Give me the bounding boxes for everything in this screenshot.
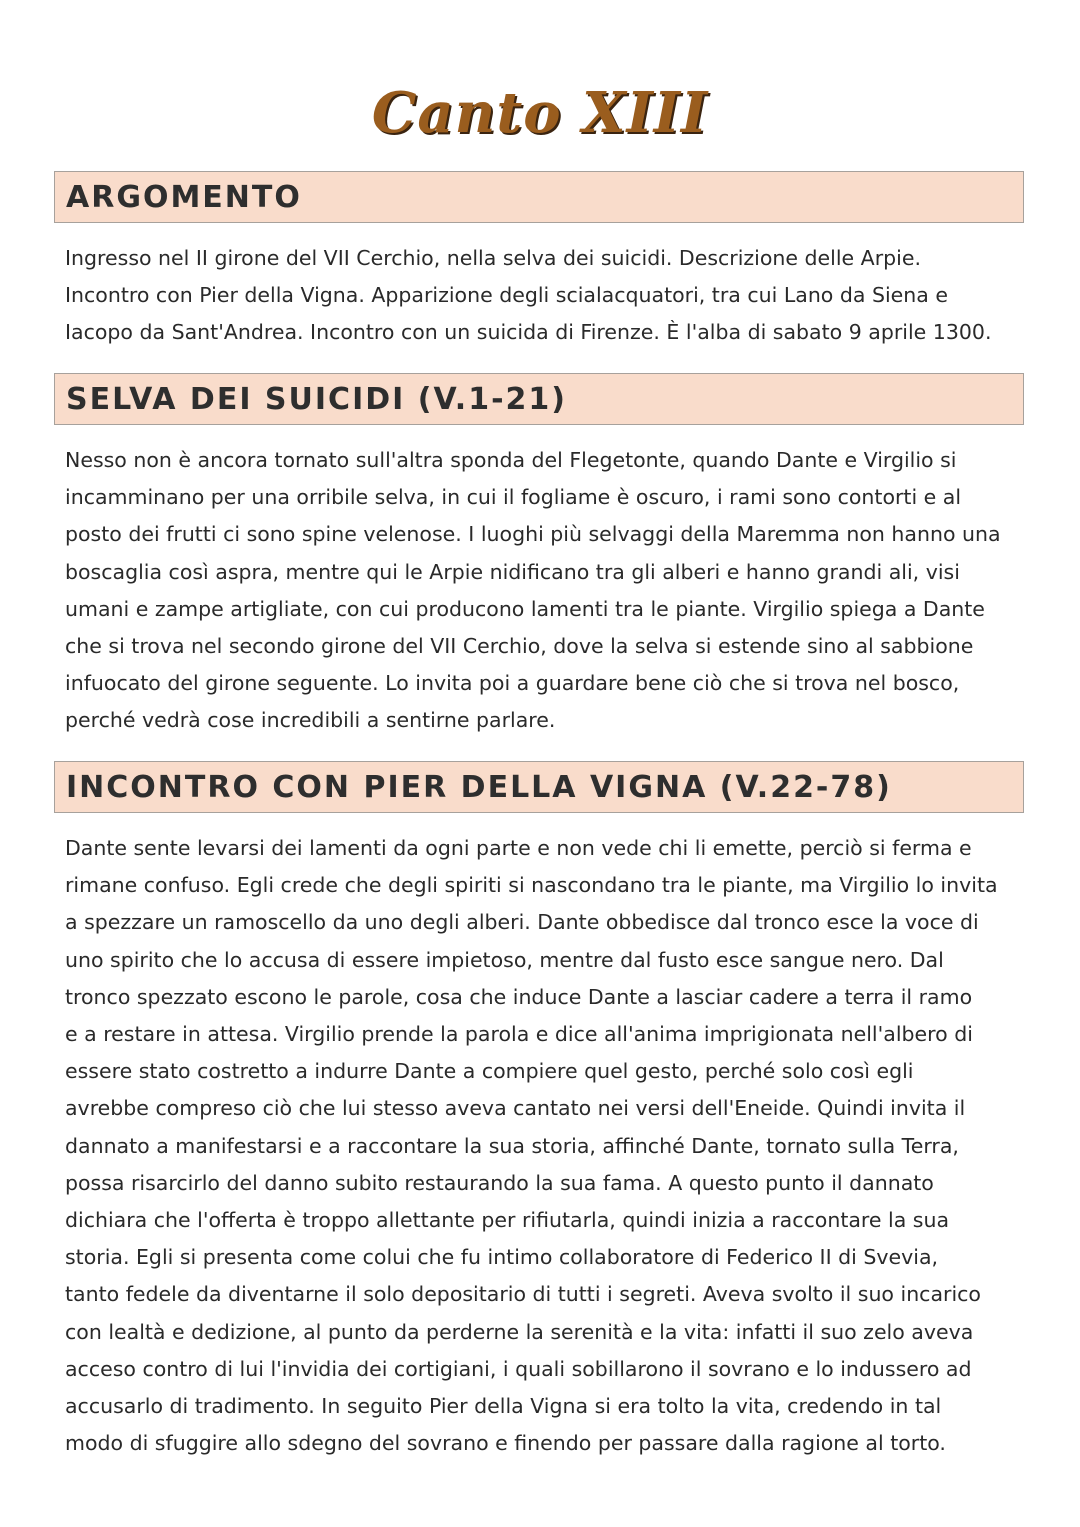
text-line: tanto fedele da diventarne il solo depositario di tutti i segreti. Aveva svolto il suo incarico <box>65 1282 981 1307</box>
text-line: Dante sente levarsi dei lamenti da ogni parte e non vede chi li emette, perciò si ferma e <box>65 836 972 860</box>
section-heading: SELVA DEI SUICIDI (V.1-21) <box>66 381 567 417</box>
text-line: dannato a manifestarsi e a raccontare la sua storia, affinché Dante, tornato sulla Terra, <box>65 1133 959 1158</box>
text-line: posto dei frutti ci sono spine velenose. I luoghi più selvaggi della Maremma non hanno una <box>65 522 1001 547</box>
text-line: accusarlo di tradimento. In seguito Pier della Vigna si era tolto la vita, credendo in tal <box>65 1394 942 1419</box>
text-line: uno spirito che lo accusa di essere impietoso, mentre dal fusto esce sangue nero. Dal <box>65 947 944 972</box>
text-line: che si trova nel secondo girone del VII Cerchio, dove la selva si estende sino al sabbione <box>65 634 974 659</box>
section-header-incontro-pier-della-vigna <box>54 761 1024 813</box>
text-line: storia. Egli si presenta come colui che fu intimo collaboratore di Federico II di Svevia, <box>65 1245 939 1270</box>
text-line: tronco spezzato escono le parole, cosa che induce Dante a lasciar cadere a terra il ramo <box>65 984 973 1009</box>
section-heading: ARGOMENTO <box>66 179 302 215</box>
text-line: Iacopo da Sant'Andrea. Incontro con un suicida di Firenze. È l'alba di sabato 9 aprile 1300. <box>65 320 992 345</box>
text-line: e a restare in attesa. Virgilio prende la parola e dice all'anima imprigionata nell'albero di <box>65 1022 973 1047</box>
text-line: incamminano per una orribile selva, in cui il fogliame è oscuro, i rami sono contorti e al <box>65 485 962 510</box>
section-header-argomento <box>54 171 1024 223</box>
text-line: Incontro con Pier della Vigna. Apparizione degli scialacquatori, tra cui Lano da Siena e <box>65 283 948 308</box>
text-line: Ingresso nel II girone del VII Cerchio, nella selva dei suicidi. Descrizione delle Arpie. <box>65 246 921 270</box>
text-line: umani e zampe artigliate, con cui producono lamenti tra le piante. Virgilio spiega a Dante <box>65 596 985 621</box>
text-line: modo di sfuggire allo sdegno del sovrano e finendo per passare dalla ragione al torto. <box>65 1431 946 1456</box>
text-line: Nesso non è ancora tornato sull'altra sponda del Flegetonte, quando Dante e Virgilio si <box>65 448 957 472</box>
section-body-selva-dei-suicidi <box>65 442 1025 740</box>
text-line: con lealtà e dedizione, al punto da perderne la serenità e la vita: infatti il suo zelo aveva <box>65 1319 974 1344</box>
text-line: essere stato costretto a indurre Dante a compiere quel gesto, perché solo così egli <box>65 1059 914 1084</box>
page-title: Canto XIII <box>371 80 709 146</box>
text-line: acceso contro di lui l'invidia dei cortigiani, i quali sobillarono il sovrano e lo indussero ad <box>65 1356 972 1381</box>
text-line: avrebbe compreso ciò che lui stesso aveva cantato nei versi dell'Eneide. Quindi invita il <box>65 1096 966 1121</box>
section-body-incontro-pier-della-vigna <box>65 830 1025 1462</box>
text-line: boscaglia così aspra, mentre qui le Arpie nidificano tra gli alberi e hanno grandi ali, visi <box>65 559 960 584</box>
section-body-argomento <box>65 240 1025 352</box>
section-header-selva-dei-suicidi <box>54 373 1024 425</box>
text-line: infuocato del girone seguente. Lo invita poi a guardare bene ciò che si trova nel bosco, <box>65 671 960 696</box>
text-line: rimane confuso. Egli crede che degli spiriti si nascondano tra le piante, ma Virgilio lo invita <box>65 873 998 898</box>
section-heading: INCONTRO CON PIER DELLA VIGNA (V.22-78) <box>66 769 892 805</box>
text-line: dichiara che l'offerta è troppo allettante per rifiutarla, quindi inizia a raccontare la sua <box>65 1208 950 1233</box>
text-line: perché vedrà cose incredibili a sentirne parlare. <box>65 708 556 733</box>
text-line: a spezzare un ramoscello da uno degli alberi. Dante obbedisce dal tronco esce la voce di <box>65 910 979 935</box>
text-line: possa risarcirlo del danno subito restaurando la sua fama. A questo punto il dannato <box>65 1170 934 1195</box>
